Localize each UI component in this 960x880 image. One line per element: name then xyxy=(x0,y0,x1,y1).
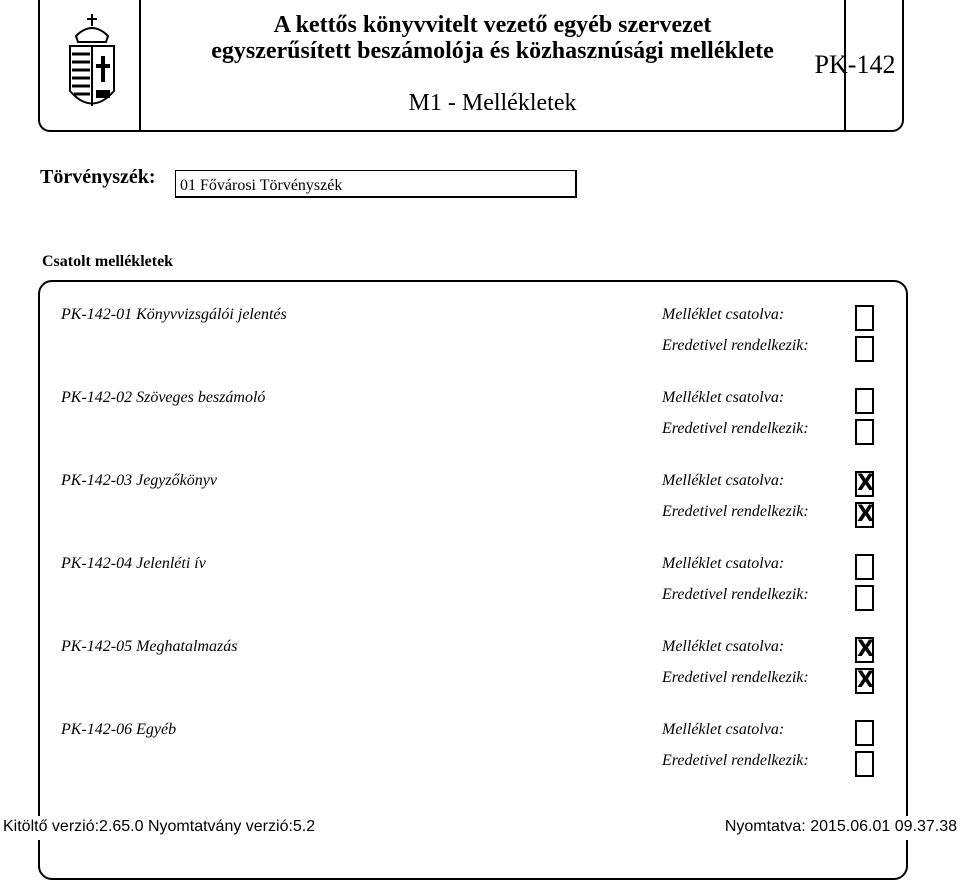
form-title-line1: A kettős könyvvitelt vezető egyéb szervezet xyxy=(273,12,712,38)
attached-label: Melléklet csatolva: xyxy=(662,721,785,738)
attached-checkbox[interactable] xyxy=(855,388,874,414)
original-label: Eredetivel rendelkezik: xyxy=(662,752,809,769)
attached-checkbox[interactable] xyxy=(855,305,874,331)
original-checkbox[interactable]: X xyxy=(857,668,874,693)
form-code: PK-142 xyxy=(814,50,896,79)
footer-printed: Nyomtatva: 2015.06.01 09.37.38 xyxy=(724,818,957,835)
attached-label: Melléklet csatolva: xyxy=(662,555,785,572)
attached-checkbox[interactable] xyxy=(855,720,874,746)
original-checkbox[interactable] xyxy=(855,585,874,611)
attachment-name: PK-142-01 Könyvvizsgálói jelentés xyxy=(61,306,287,323)
attached-checkbox[interactable]: X xyxy=(857,471,874,496)
attachment-name: PK-142-03 Jegyzőkönyv xyxy=(61,472,217,489)
section-title: Csatolt mellékletek xyxy=(42,253,174,270)
form-header xyxy=(38,0,904,132)
original-checkbox[interactable] xyxy=(855,419,874,445)
original-checkbox[interactable] xyxy=(855,336,874,362)
footer-versions: Kitöltő verzió:2.65.0 Nyomtatvány verzió:5.2 xyxy=(3,818,316,835)
original-label: Eredetivel rendelkezik: xyxy=(662,337,809,354)
court-field[interactable]: 01 Fővárosi Törvényszék xyxy=(175,170,577,198)
original-checkbox[interactable] xyxy=(855,751,874,777)
original-label: Eredetivel rendelkezik: xyxy=(662,503,809,520)
original-label: Eredetivel rendelkezik: xyxy=(662,420,809,437)
original-checkbox[interactable]: X xyxy=(857,502,874,527)
attached-label: Melléklet csatolva: xyxy=(662,389,785,406)
attached-checkbox[interactable]: X xyxy=(857,637,874,662)
attachment-name: PK-142-05 Meghatalmazás xyxy=(61,638,238,655)
attachment-name: PK-142-02 Szöveges beszámoló xyxy=(61,389,266,406)
header-title-block xyxy=(139,0,846,132)
attachments-panel xyxy=(38,280,908,880)
attached-checkbox[interactable] xyxy=(855,554,874,580)
attached-label: Melléklet csatolva: xyxy=(662,306,785,323)
attached-label: Melléklet csatolva: xyxy=(662,638,785,655)
attachment-name: PK-142-06 Egyéb xyxy=(61,721,177,738)
form-title-line2: egyszerűsített beszámolója és közhasznúsági melléklete xyxy=(211,38,774,64)
attached-label: Melléklet csatolva: xyxy=(662,472,785,489)
original-label: Eredetivel rendelkezik: xyxy=(662,669,809,686)
hungarian-coat-of-arms-icon xyxy=(62,6,122,126)
attachment-name: PK-142-04 Jelenléti ív xyxy=(61,555,206,572)
court-label: Törvényszék: xyxy=(40,166,156,188)
form-subtitle: M1 - Mellékletek xyxy=(408,90,577,116)
original-label: Eredetivel rendelkezik: xyxy=(662,586,809,603)
